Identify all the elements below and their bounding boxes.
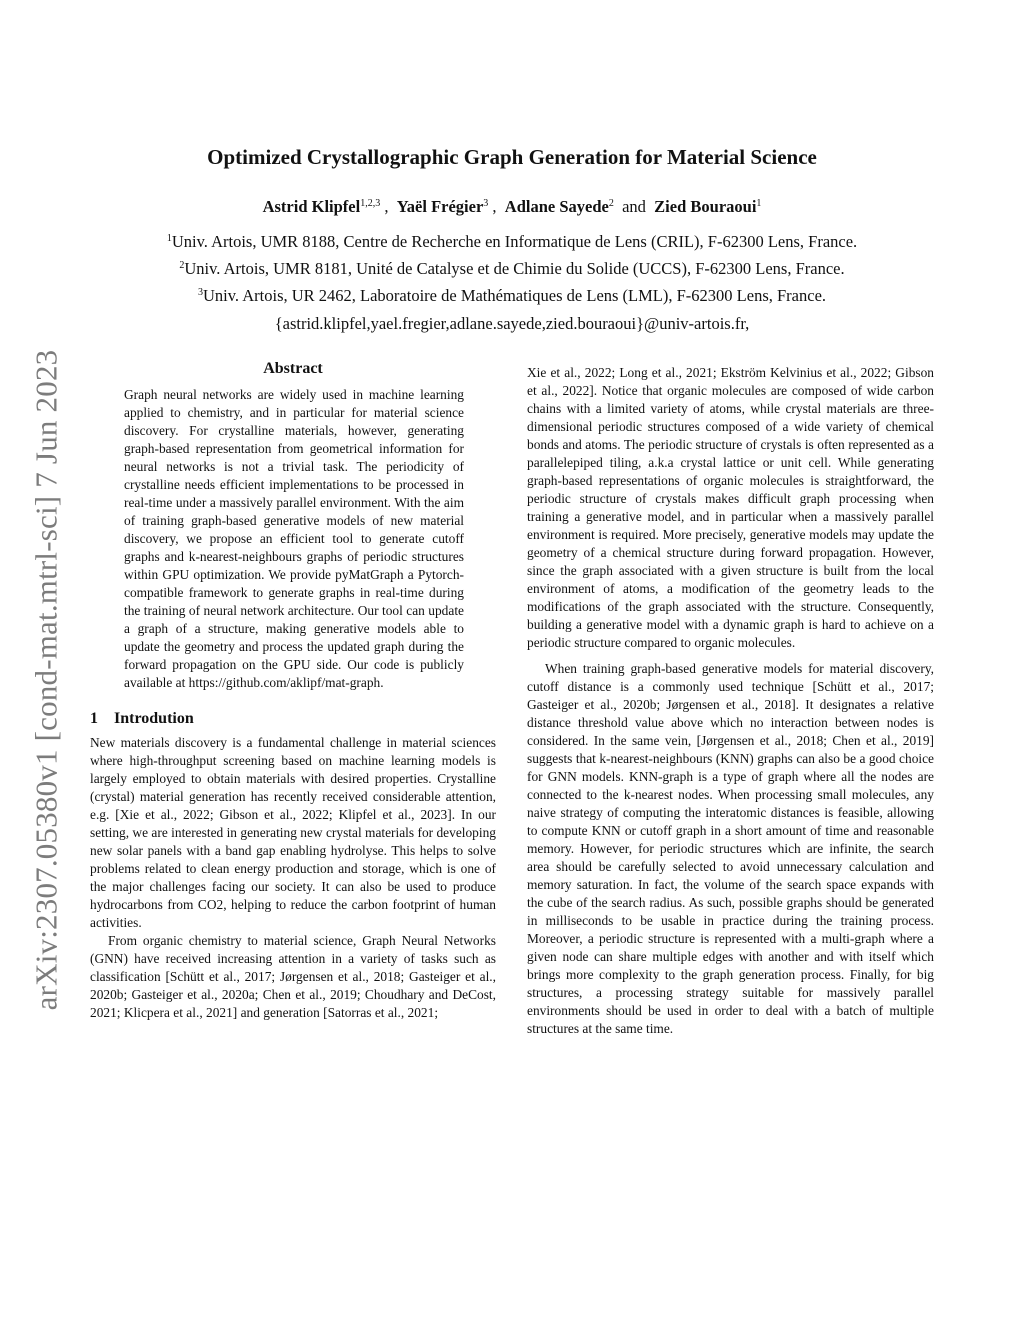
affiliation-mark: 3	[197, 287, 203, 298]
author-name: Astrid Klipfel	[262, 197, 361, 216]
affiliation-text: Univ. Artois, UR 2462, Laboratoire de Mathématiques de Lens (LML), F-62300 Lens, France.	[202, 286, 827, 305]
affiliation-line	[60, 227, 964, 254]
arxiv-side-stamp	[26, 310, 66, 1050]
author-affiliation-mark: 2	[608, 198, 614, 209]
affiliation-mark: 2	[179, 260, 185, 271]
author-separator: ,	[492, 197, 497, 216]
right-column	[527, 364, 934, 1038]
left-column	[90, 360, 496, 1022]
arxiv-identifier: arXiv:2307.05380v1 [cond-mat.mtrl-sci] 7 Jun 2023	[28, 349, 64, 1011]
intro-paragraph-1: New materials discovery is a fundamental challenge in material sciences where high-throughput screening based on machine learning models is largely employed to obtain materials with desired properties. Crystalline (crystal) material generation has recently received considerable attention, e.g. [Xie et al., 2022; Gibson et al., 2022; Klipfel et al., 2023]. In our setting, we are interested in generating new crystal materials for developing new solar panels with a band gap enabling hydrolyse. This helps to solve problems related to clean energy production and storage, which is one of the major challenges facing our society. It can also be used to produce hydrocarbons from CO2, helping to reduce the carbon footprint of human activities.	[90, 735, 496, 930]
affiliation-line	[60, 254, 964, 281]
author-conjunction: and	[622, 197, 646, 216]
abstract-text: Graph neural networks are widely used in machine learning applied to chemistry, and in particular for material science discovery. For crystalline materials, however, generating graph-based representation from geometrical information for neural networks is not a trivial task. The periodicity of crystalline needs efficient implementations to be processed in real-time under a massively parallel environment. With the aim of training graph-based generative models of new material discovery, we propose an efficient tool to generate cutoff graphs and k-nearest-neighbours graphs of periodic structures within GPU optimization. We provide pyMatGraph a Pytorch-compatible framework to generate graphs in real-time during the training of neural network architecture. Our tool can update a graph of a structure, making generative models able to update the geometry and process the updated graph during the forward propagation on the GPU side. Our code is publicly available at https://github.com/aklipf/mat-graph.	[124, 387, 464, 690]
author-list	[0, 197, 1024, 217]
intro-paragraph-3: When training graph-based generative models for material discovery, cutoff distance is a commonly used technique [Schütt et al., 2017; Gasteiger et al., 2020b; Jørgensen et al., 2018]. It designates a relative distance threshold value above which no interaction between nodes is considered. In the same vein, [Jørgensen et al., 2018; Chen et al., 2019] suggests that k-nearest-neighbours (KNN) graphs can also be a good choice for GNN models. KNN-graph is a type of graph where all the nodes are connected to the k-nearest nodes. When processing small molecules, any naive strategy of computing the interatomic distances is feasible, allowing to compute KNN or cutoff graph in a short amount of time and reasonable memory. However, for periodic structures which are infinite, the search area should be carefully selected to avoid unnecessary calculation and memory saturation. In fact, the volume of the search space expands with the cube of the search radius. As such, possible graphs should be generated in milliseconds to be usable in practice during the training process. Moreover, a periodic structure is represented with a multi-graph where a given node can share multiple edges with another and with itself which brings more complexity to the graph generation process. Finally, for big structures, a processing strategy suitable for massively parallel environments should be used in order to deal with a batch of multiple structures at the same time.	[527, 661, 934, 1036]
intro-paragraph-2-continued: Xie et al., 2022; Long et al., 2021; Ekström Kelvinius et al., 2022; Gibson et al., 2022]. Notice that organic molecules are composed of wide carbon chains with a limited variety of atoms, while crystal materials are three-dimensional periodic structures composed of a wide variety of chemical bonds and atoms. The periodic structure of crystals is often represented as a parallelepiped tiling, a.k.a crystal lattice or unit cell. While generating graph-based representations of organic molecules is straightforward, the periodic structure of crystals makes difficult graph processing when training a generative model, and in particular when a massively parallel environment is required. More precisely, generative models may update the geometry of a chemical structure during forward propagation. However, since the graph associated with a given structure is built from the local environment of atoms, a modification of the geometry leads to the modifications of the graph associated with the structure. Consequently, building a generative model with a dynamic graph is hard to achieve on a periodic structure compared to organic molecules.	[527, 365, 934, 650]
affiliation-block	[60, 227, 964, 336]
author-affiliation-mark: 1,2,3	[360, 198, 381, 209]
author-name: Zied Bouraoui	[654, 197, 757, 216]
author-name: Yaël Frégier	[396, 197, 484, 216]
affiliation-text: Univ. Artois, UMR 8188, Centre de Recherche en Informatique de Lens (CRIL), F-62300 Lens, France.	[171, 232, 858, 251]
section-number: 1	[90, 710, 98, 727]
author-emails: {astrid.klipfel,yael.fregier,adlane.sayede,zied.bouraoui}@univ-artois.fr,	[274, 314, 750, 333]
section-heading-introduction	[90, 710, 496, 728]
author-affiliation-mark: 3	[483, 198, 489, 209]
affiliation-line	[60, 281, 964, 308]
author-affiliation-mark: 1	[756, 198, 762, 209]
author-separator: ,	[384, 197, 389, 216]
author-name: Adlane Sayede	[504, 197, 609, 216]
abstract-heading: Abstract	[263, 360, 323, 377]
affiliation-text: Univ. Artois, UMR 8181, Unité de Catalyse et de Chimie du Solide (UCCS), F-62300 Lens, France.	[184, 259, 845, 278]
section-title: Introdution	[114, 710, 194, 727]
intro-paragraph-2: From organic chemistry to material science, Graph Neural Networks (GNN) have received increasing attention in a variety of tasks such as classification [Schütt et al., 2017; Jørgensen et al., 2018; Gasteiger et al., 2020b; Gasteiger et al., 2020a; Chen et al., 2019; Choudhary and DeCost, 2021; Klicpera et al., 2021] and generation [Satorras et al., 2021;	[90, 933, 496, 1020]
affiliation-mark: 1	[166, 233, 172, 244]
paper-title: Optimized Crystallographic Graph Generation for Material Science	[207, 145, 817, 169]
